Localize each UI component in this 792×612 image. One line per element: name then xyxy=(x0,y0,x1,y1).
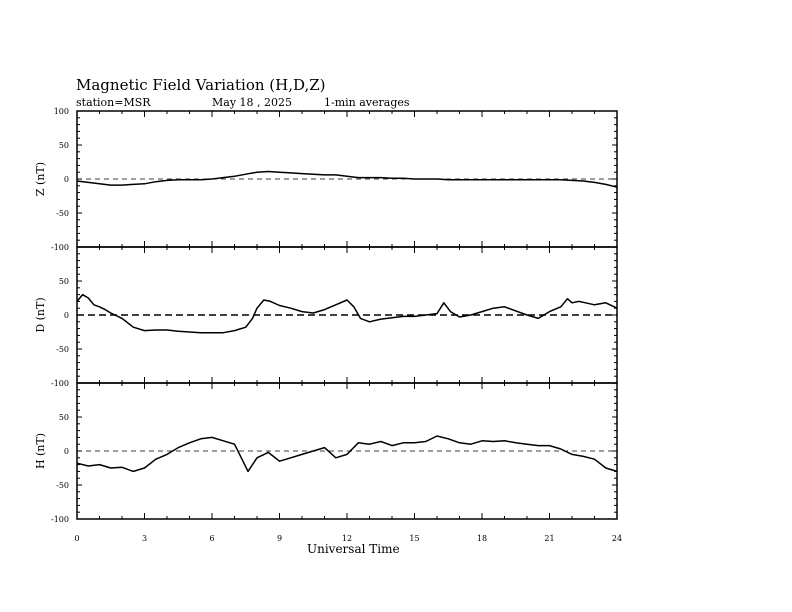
y-axis-label-h: H (nT) xyxy=(34,432,47,470)
series-line-h xyxy=(77,436,617,471)
series-line-d xyxy=(77,295,617,333)
y-tick-label-h: 50 xyxy=(58,413,69,422)
y-tick-label-z: -100 xyxy=(51,243,69,252)
y-tick-label-d: -100 xyxy=(51,379,69,388)
y-tick-label-z: 100 xyxy=(53,107,69,116)
x-tick-label: 3 xyxy=(141,534,148,543)
y-axis-label-z: Z (nT) xyxy=(34,161,47,197)
x-tick-label: 9 xyxy=(276,534,283,543)
x-axis-label: Universal Time xyxy=(307,542,400,556)
y-tick-label-h: -100 xyxy=(51,515,69,524)
y-tick-label-z: 0 xyxy=(63,175,69,184)
x-tick-label: 6 xyxy=(209,534,215,543)
x-tick-label: 15 xyxy=(409,534,420,543)
station-label: station=MSR xyxy=(76,96,151,109)
x-tick-label: 24 xyxy=(611,534,623,543)
y-tick-label-z: -50 xyxy=(56,209,69,218)
y-tick-label-z: 50 xyxy=(58,141,69,150)
y-tick-label-h: -50 xyxy=(56,481,69,490)
y-tick-label-h: 0 xyxy=(63,447,69,456)
chart-title: Magnetic Field Variation (H,D,Z) xyxy=(76,76,326,94)
y-tick-label-d: 50 xyxy=(58,277,69,286)
date-label: May 18 , 2025 xyxy=(212,96,293,109)
x-tick-label: 18 xyxy=(476,534,488,543)
y-tick-label-d: 0 xyxy=(63,311,69,320)
x-tick-label: 12 xyxy=(341,534,353,543)
y-axis-label-d: D (nT) xyxy=(34,297,47,333)
x-tick-label: 21 xyxy=(544,534,555,543)
y-tick-label-d: -50 xyxy=(56,345,69,354)
x-tick-label: 0 xyxy=(74,534,80,543)
averaging-label: 1-min averages xyxy=(324,96,410,109)
